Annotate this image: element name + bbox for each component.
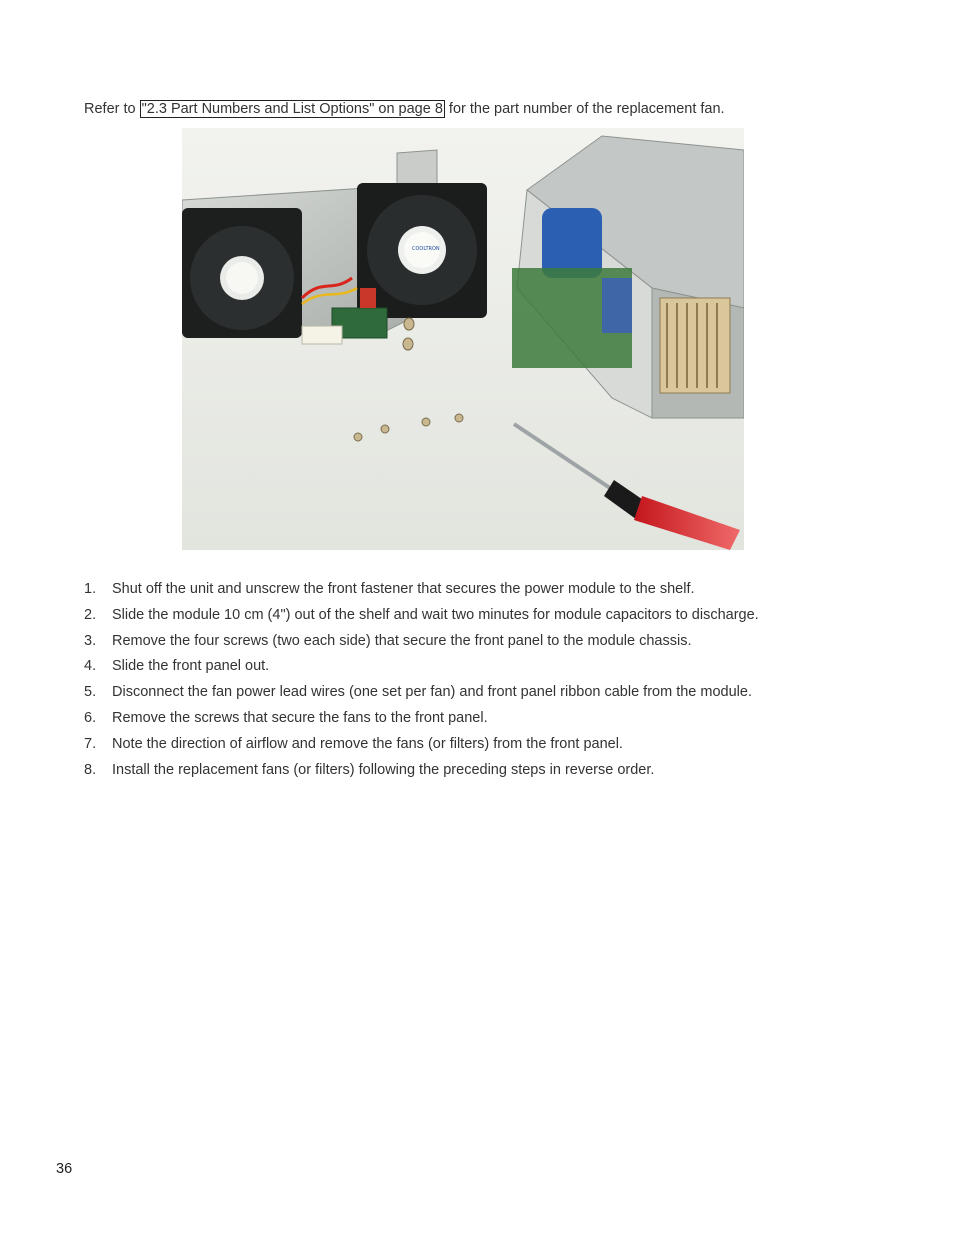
fan-replacement-photo — [182, 128, 744, 550]
step-item — [84, 682, 759, 708]
intro-suffix: for the part number of the replacement fan. — [444, 100, 725, 117]
step-item — [84, 734, 759, 760]
step-number: 7. — [84, 735, 97, 752]
step-item — [84, 605, 759, 631]
step-text: Shut off the unit and unscrew the front fastener that secures the power module to the shelf. — [112, 581, 695, 597]
step-item — [84, 579, 759, 605]
step-text: Remove the four screws (two each side) that secure the front panel to the module chassis. — [112, 632, 692, 649]
step-text: Slide the front panel out. — [112, 658, 270, 675]
step-number: 8. — [84, 761, 97, 778]
step-number: 5. — [84, 684, 97, 701]
fan-label-brand: COOLTRON — [412, 246, 440, 252]
step-number: 3. — [84, 632, 97, 649]
step-number: 4. — [84, 658, 97, 675]
page-number: 36 — [56, 1161, 73, 1177]
step-text: Slide the module 10 cm (4") out of the shelf and wait two minutes for module capacitors to discharge. — [112, 606, 759, 623]
intro-paragraph — [84, 101, 725, 117]
step-item — [84, 631, 759, 657]
step-number: 1. — [84, 581, 97, 597]
step-text: Install the replacement fans (or filters) following the preceding steps in reverse order. — [112, 761, 655, 778]
step-text: Note the direction of airflow and remove the fans (or filters) from the front panel. — [112, 735, 623, 752]
intro-prefix: Refer to — [84, 100, 140, 117]
step-number: 2. — [84, 606, 97, 623]
step-text: Disconnect the fan power lead wires (one set per fan) and front panel ribbon cable from the module. — [112, 684, 752, 701]
step-item — [84, 760, 759, 786]
procedure-steps — [84, 579, 759, 785]
step-item — [84, 656, 759, 682]
step-text: Remove the screws that secure the fans to the front panel. — [112, 709, 488, 726]
step-number: 6. — [84, 709, 97, 726]
step-item — [84, 708, 759, 734]
cross-reference-link[interactable]: "2.3 Part Numbers and List Options" on page 8 — [141, 100, 443, 117]
